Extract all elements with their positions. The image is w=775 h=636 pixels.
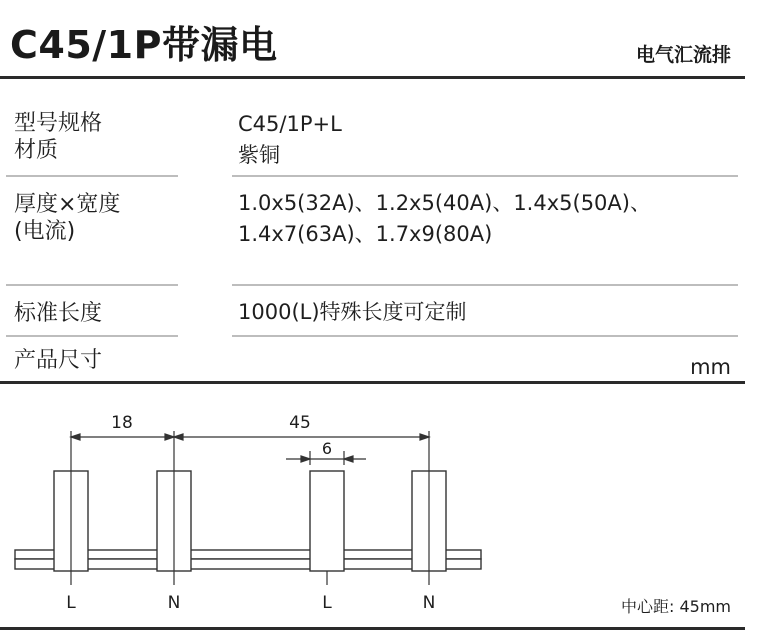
page-title: C45/1P带漏电 <box>10 23 278 67</box>
section-divider <box>0 381 745 384</box>
dimensions-label: 产品尺寸 <box>14 348 103 373</box>
row-divider <box>6 335 178 337</box>
spec-label-length: 标准长度 <box>14 301 103 326</box>
busbar-dimension-drawing <box>0 395 775 610</box>
pin-label: L <box>66 593 76 610</box>
row-divider <box>6 284 178 286</box>
spec-value-size: 1.0x5(32A)、1.2x5(40A)、1.4x5(50A)、 1.4x7(63A)、1.7x9(80A) <box>238 191 651 246</box>
row-divider <box>232 284 738 286</box>
pin-label: N <box>422 593 436 610</box>
dim-width: 6 <box>321 439 333 458</box>
spec-value-length: 1000(L)特殊长度可定制 <box>238 300 467 324</box>
product-category: 电气汇流排 <box>635 44 731 66</box>
dim-pitch-small: 18 <box>111 413 133 433</box>
pin-label: L <box>322 593 332 610</box>
spec-label-size: 厚度×宽度 (电流) <box>14 192 121 244</box>
dim-pitch-large: 45 <box>289 413 311 433</box>
row-divider <box>6 175 178 177</box>
pin-3 <box>310 471 344 571</box>
footer-divider <box>0 627 745 630</box>
header-divider <box>0 76 745 79</box>
center-distance-caption: 中心距: 45mm <box>620 597 731 616</box>
pin-label: N <box>167 593 181 610</box>
dimensions-unit: mm <box>690 355 731 379</box>
spec-label-model: 型号规格 材质 <box>14 111 103 163</box>
row-divider <box>232 335 738 337</box>
spec-value-model: C45/1P+L 紫铜 <box>238 112 342 167</box>
row-divider <box>232 175 738 177</box>
